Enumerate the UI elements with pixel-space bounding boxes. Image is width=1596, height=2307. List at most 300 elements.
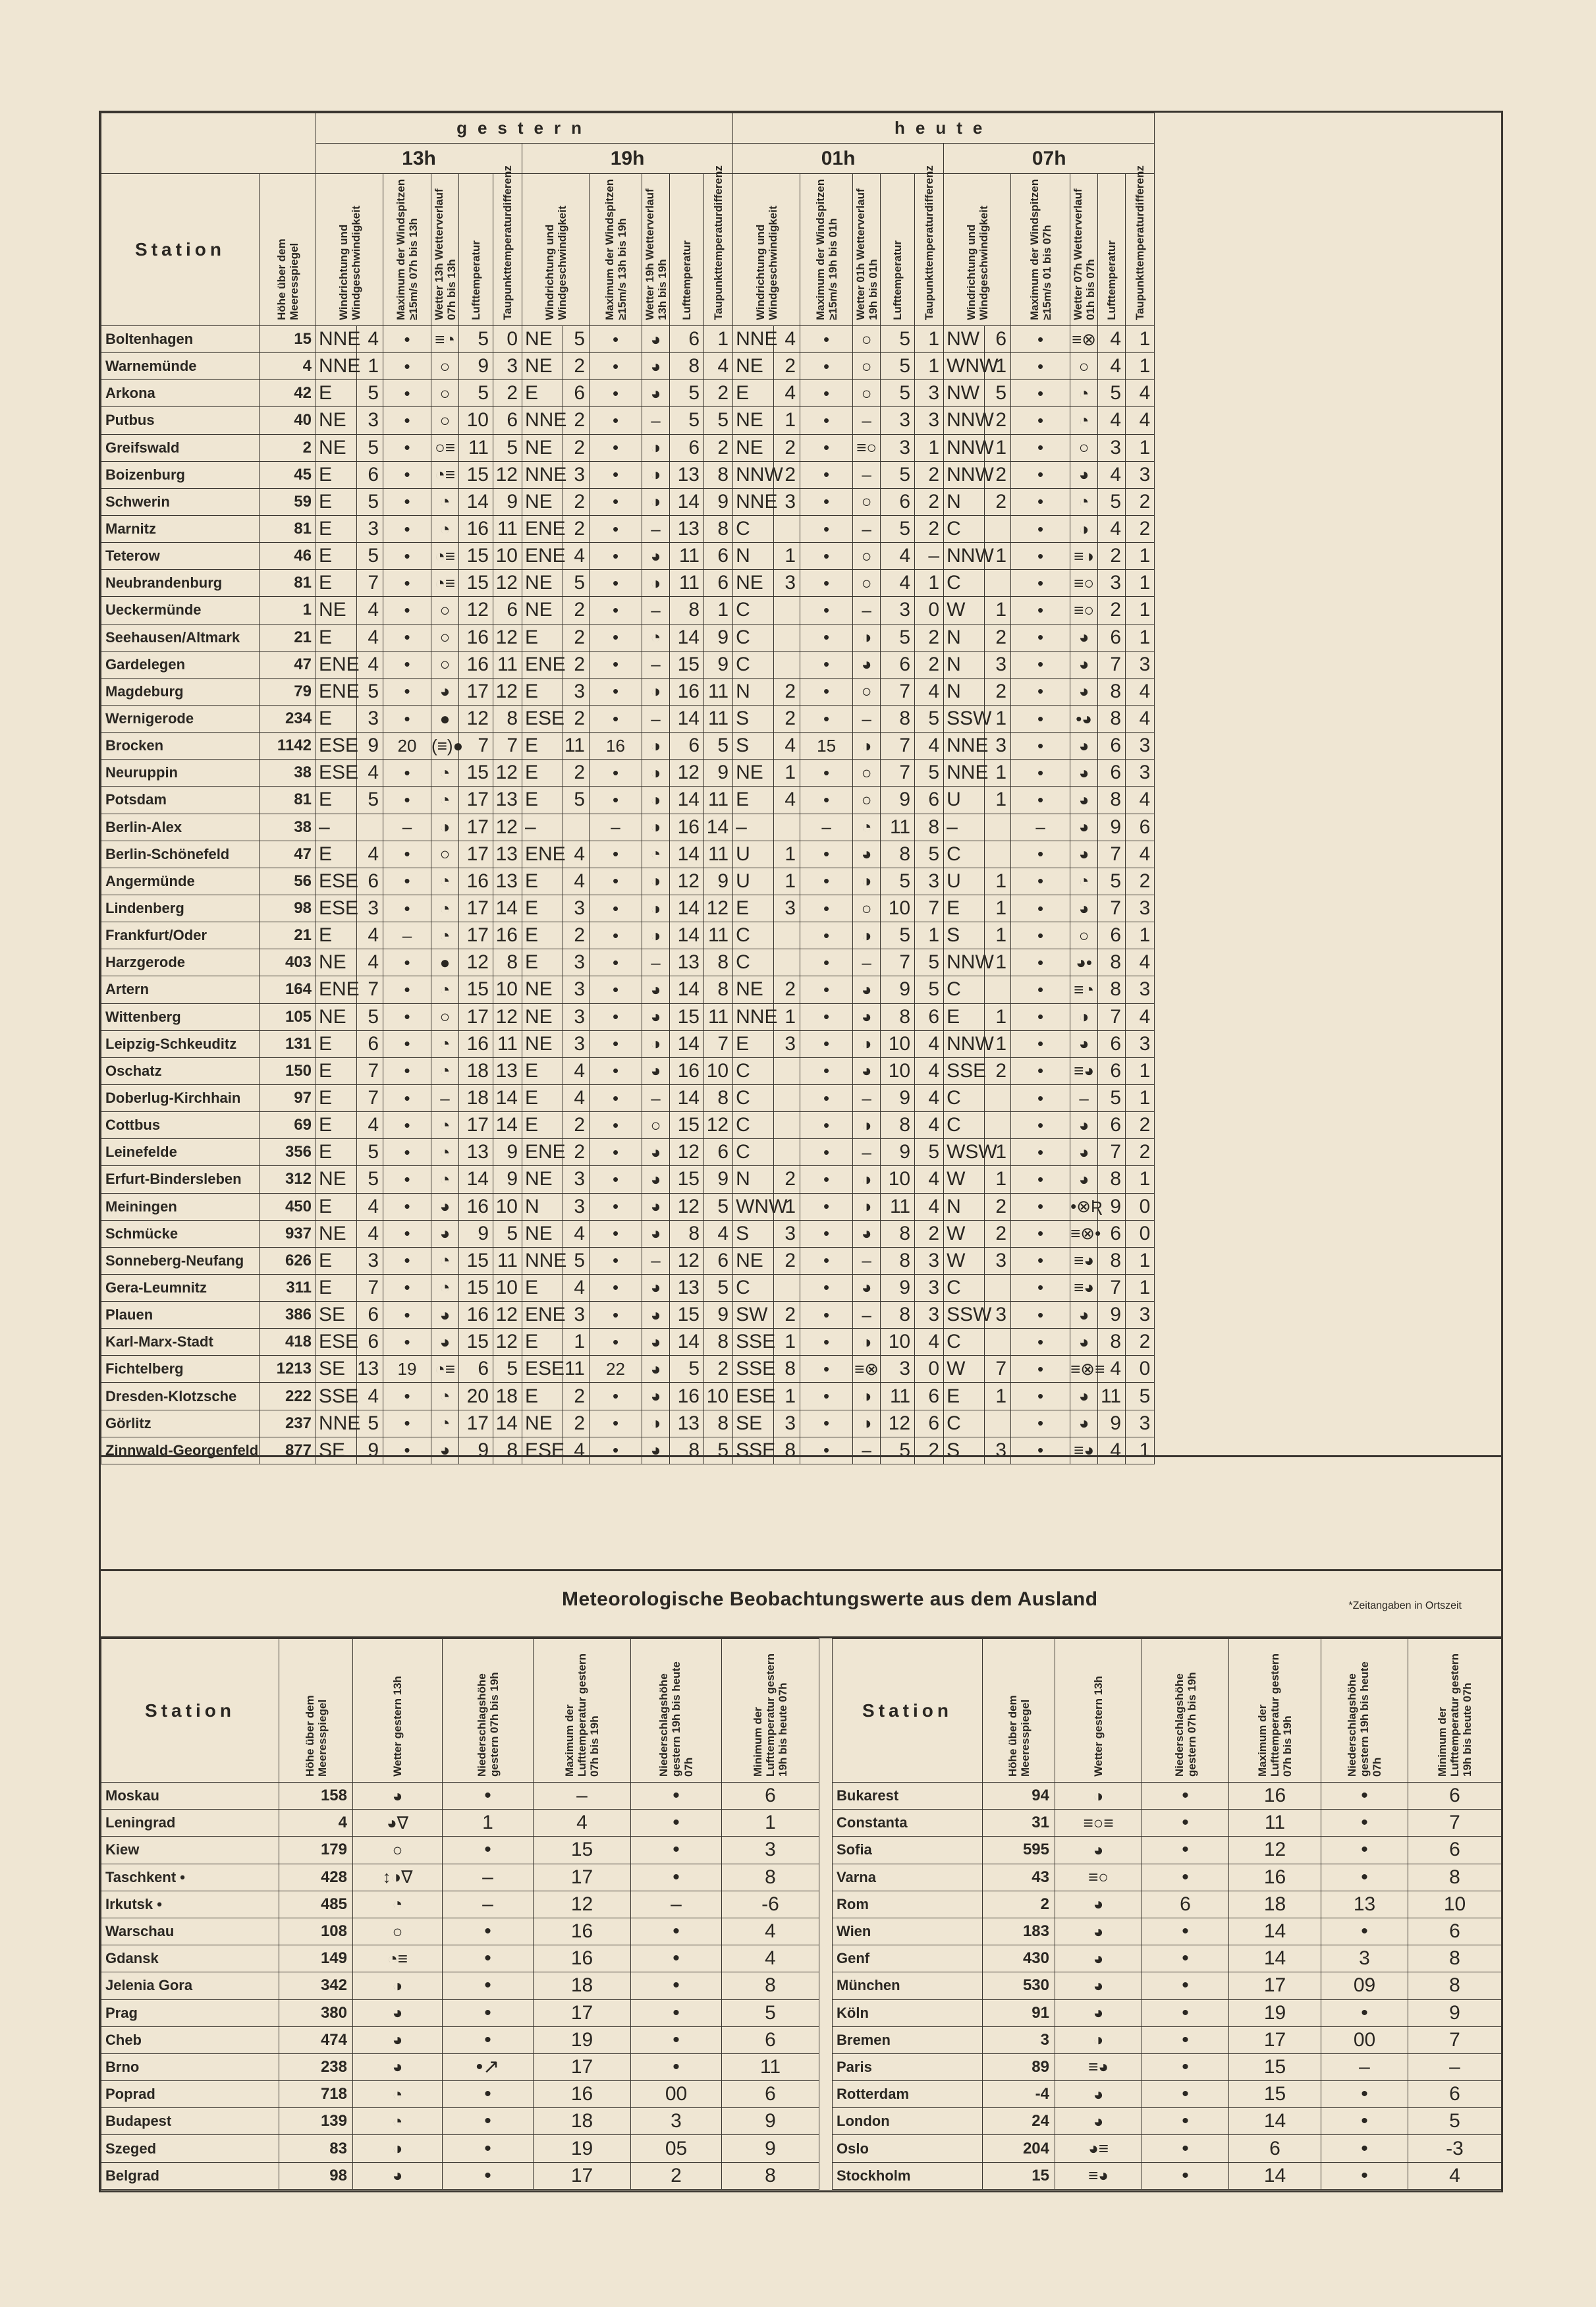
weather-symbol: ○ (853, 570, 881, 597)
wind-direction: WSW (944, 1139, 985, 1166)
wind-direction: ENE (522, 841, 563, 868)
table-row (101, 1139, 1155, 1166)
weather-symbol: (≡)● (431, 733, 459, 760)
header-label: Lufttemperatur (1105, 240, 1118, 320)
dewpoint-difference: 12 (493, 624, 522, 651)
dewpoint-difference: 12 (493, 1003, 522, 1030)
header-label: Taupunkttemperaturdifferenz (1134, 165, 1147, 320)
precip-night: • (631, 1783, 722, 1810)
station-name: Leipzig-Schkeuditz (101, 1030, 260, 1057)
wind-speed: 11 (563, 1356, 590, 1383)
precip-night: • (631, 1810, 722, 1837)
air-temperature: 9 (459, 1220, 493, 1247)
dewpoint-difference: 1 (915, 570, 944, 597)
dewpoint-difference: 2 (915, 1220, 944, 1247)
air-temperature: 4 (1098, 326, 1126, 353)
foreign-header-label: Niederschlagshöhe gestern 19h bis heute 07h (657, 1661, 695, 1777)
wind-max: • (383, 787, 431, 814)
header-cols01-3 (881, 174, 915, 326)
header-cols07-3 (1098, 174, 1126, 326)
air-temperature: 12 (670, 760, 704, 787)
station-height: 4 (279, 1810, 353, 1837)
table-row (101, 733, 1155, 760)
wind-direction: SSW (944, 1302, 985, 1329)
wind-max: • (383, 705, 431, 732)
wind-speed: 4 (563, 543, 590, 570)
air-temperature: 12 (459, 705, 493, 732)
precip-day: • (1142, 2081, 1229, 2108)
wind-speed: 5 (985, 380, 1011, 407)
weather-symbol: ◕ (1055, 2081, 1142, 2108)
wind-speed: 2 (563, 1139, 590, 1166)
air-temperature: 2 (1098, 597, 1126, 624)
dewpoint-difference: 1 (1126, 353, 1155, 380)
air-temperature: 12 (670, 1193, 704, 1220)
min-temp: 3 (722, 1837, 819, 1864)
weather-symbol: ◕ (1070, 1329, 1098, 1356)
weather-symbol: ◔ (431, 760, 459, 787)
wind-direction: SSE (733, 1437, 774, 1464)
wind-direction: NNE (522, 1247, 563, 1274)
station-height: 24 (983, 2108, 1055, 2135)
dewpoint-difference: 3 (915, 1247, 944, 1274)
air-temperature: 8 (881, 841, 915, 868)
weather-symbol: ◕ (1055, 1837, 1142, 1864)
dewpoint-difference: 4 (915, 1030, 944, 1057)
wind-direction: C (944, 1112, 985, 1139)
table-row (101, 1356, 1155, 1383)
air-temperature: 5 (459, 326, 493, 353)
dewpoint-difference: 8 (493, 949, 522, 976)
weather-symbol: – (642, 407, 670, 434)
wind-direction: E (316, 624, 357, 651)
dewpoint-difference: 11 (493, 651, 522, 678)
wind-speed: 1 (985, 868, 1011, 895)
wind-speed: 3 (774, 1220, 800, 1247)
air-temperature: 5 (881, 922, 915, 949)
weather-symbol: – (853, 705, 881, 732)
precip-day: 1 (443, 1810, 534, 1837)
station-name: Artern (101, 976, 260, 1003)
wind-max: • (383, 1084, 431, 1111)
header-label: Lufttemperatur (470, 240, 482, 320)
wind-max: 22 (590, 1356, 642, 1383)
min-temp: 8 (1408, 1945, 1502, 1972)
table-row (101, 597, 1155, 624)
dewpoint-difference: 1 (915, 922, 944, 949)
air-temperature: 20 (459, 1383, 493, 1410)
table-row (101, 1864, 819, 1891)
foreign-header-4 (1321, 1639, 1408, 1783)
wind-max: • (1011, 1112, 1070, 1139)
precip-day: 6 (1142, 1891, 1229, 1918)
station-height: 4 (260, 353, 316, 380)
dewpoint-difference: 12 (704, 1112, 733, 1139)
max-temp: 12 (1229, 1837, 1321, 1864)
weather-symbol: ◕ (1070, 841, 1098, 868)
air-temperature: 16 (459, 515, 493, 542)
weather-symbol: ◕ (642, 1329, 670, 1356)
table-row (101, 841, 1155, 868)
header-label: Wetter 01h Wetterverlauf 19h bis 01h (854, 188, 879, 320)
wind-speed (985, 1329, 1011, 1356)
min-temp: 4 (722, 1918, 819, 1945)
wind-direction: E (522, 787, 563, 814)
precip-night: • (631, 2026, 722, 2053)
dewpoint-difference: – (915, 543, 944, 570)
wind-speed (985, 1084, 1011, 1111)
wind-speed: 1 (985, 1166, 1011, 1193)
air-temperature: 8 (670, 1437, 704, 1464)
wind-max: • (590, 651, 642, 678)
wind-speed: 3 (774, 1030, 800, 1057)
table-row (101, 2108, 819, 2135)
station-name: Prag (101, 1999, 279, 2026)
wind-speed: 2 (774, 461, 800, 488)
wind-max: • (800, 949, 853, 976)
max-temp: 6 (1229, 2135, 1321, 2162)
precip-night: 2 (631, 2162, 722, 2189)
weather-symbol: ◕ (1070, 733, 1098, 760)
air-temperature: 10 (881, 895, 915, 922)
wind-max: • (383, 488, 431, 515)
weather-symbol: ○ (431, 380, 459, 407)
wind-direction: C (944, 1410, 985, 1437)
weather-symbol: ≡⊗ (853, 1356, 881, 1383)
dewpoint-difference: 5 (704, 1193, 733, 1220)
min-temp: 9 (1408, 1999, 1502, 2026)
wind-max: • (590, 597, 642, 624)
wind-max: • (800, 1383, 853, 1410)
foreign-header-5 (722, 1639, 819, 1783)
air-temperature: 6 (881, 651, 915, 678)
air-temperature: 2 (1098, 543, 1126, 570)
air-temperature: 15 (459, 1329, 493, 1356)
air-temperature: 10 (881, 1329, 915, 1356)
air-temperature: 4 (1098, 1356, 1126, 1383)
weather-symbol: ○ (1070, 922, 1098, 949)
wind-direction: N (944, 624, 985, 651)
wind-direction: E (522, 895, 563, 922)
wind-max: • (383, 407, 431, 434)
dewpoint-difference: 6 (915, 1410, 944, 1437)
weather-symbol: ◑ (353, 1972, 443, 1999)
wind-direction: C (944, 841, 985, 868)
max-temp: 14 (1229, 1918, 1321, 1945)
weather-symbol: ○ (353, 1918, 443, 1945)
station-name: Marnitz (101, 515, 260, 542)
table-row (833, 1972, 1502, 1999)
max-temp: 15 (1229, 2053, 1321, 2080)
station-height: 149 (279, 1945, 353, 1972)
wind-max: • (590, 949, 642, 976)
weather-symbol: ≡◕ (1070, 1437, 1098, 1464)
dewpoint-difference: 2 (1126, 1139, 1155, 1166)
min-temp: -3 (1408, 2135, 1502, 2162)
dewpoint-difference: 9 (493, 1139, 522, 1166)
dewpoint-difference: 5 (493, 1220, 522, 1247)
air-temperature: 7 (881, 760, 915, 787)
wind-speed (774, 1057, 800, 1084)
dewpoint-difference: 1 (704, 326, 733, 353)
air-temperature: 14 (670, 787, 704, 814)
wind-max: – (383, 922, 431, 949)
wind-speed: 4 (357, 1383, 383, 1410)
wind-speed: 3 (985, 1302, 1011, 1329)
weather-symbol: ≡◕ (1055, 2053, 1142, 2080)
station-name: Teterow (101, 543, 260, 570)
wind-speed: 3 (985, 1437, 1011, 1464)
wind-speed (774, 597, 800, 624)
dewpoint-difference: 12 (493, 1302, 522, 1329)
air-temperature: 5 (881, 461, 915, 488)
wind-speed: 7 (357, 1274, 383, 1301)
table-row (101, 1410, 1155, 1437)
dewpoint-difference: 1 (704, 597, 733, 624)
max-temp: 18 (534, 1972, 631, 1999)
wind-max: • (1011, 1166, 1070, 1193)
wind-max: • (590, 1220, 642, 1247)
weather-symbol: ◑ (642, 868, 670, 895)
wind-speed: 1 (774, 1003, 800, 1030)
wind-speed (985, 814, 1011, 841)
weather-symbol: ◑ (1070, 515, 1098, 542)
air-temperature: 14 (670, 895, 704, 922)
table-row (101, 1999, 819, 2026)
wind-max: • (1011, 1030, 1070, 1057)
weather-symbol: ◕ (642, 353, 670, 380)
weather-symbol: ◔ (431, 922, 459, 949)
wind-direction: ENE (316, 651, 357, 678)
air-temperature: 4 (1098, 461, 1126, 488)
max-temp: 16 (1229, 1783, 1321, 1810)
wind-speed: 1 (985, 597, 1011, 624)
dewpoint-difference: 9 (704, 1302, 733, 1329)
air-temperature: 5 (1098, 380, 1126, 407)
table-row (101, 1003, 1155, 1030)
wind-max: – (800, 814, 853, 841)
weather-sheet (99, 111, 1503, 2192)
wind-speed: 3 (563, 1030, 590, 1057)
wind-speed: 5 (357, 678, 383, 705)
wind-speed: 4 (563, 1057, 590, 1084)
dewpoint-difference: 11 (493, 515, 522, 542)
table-row (101, 1891, 819, 1918)
max-temp: 16 (1229, 1864, 1321, 1891)
wind-speed: 4 (774, 733, 800, 760)
table-row (101, 1783, 819, 1810)
wind-max: • (800, 434, 853, 461)
station-name: Ueckermünde (101, 597, 260, 624)
foreign-header-label: Maximum der Lufttemperatur gestern 07h bis 19h (563, 1653, 601, 1777)
weather-symbol: ◕ (642, 1057, 670, 1084)
wind-direction: NE (733, 760, 774, 787)
weather-symbol: – (853, 949, 881, 976)
dewpoint-difference: 2 (915, 515, 944, 542)
air-temperature: 15 (459, 570, 493, 597)
wind-speed: 7 (357, 1057, 383, 1084)
header-time-3: 07h (944, 144, 1155, 174)
wind-max: • (383, 1302, 431, 1329)
precip-night: • (1321, 2081, 1408, 2108)
wind-direction: NE (522, 1410, 563, 1437)
dewpoint-difference: 9 (704, 760, 733, 787)
dewpoint-difference: 5 (704, 1274, 733, 1301)
weather-symbol: ◕ (853, 1220, 881, 1247)
wind-direction: ESE (316, 1329, 357, 1356)
wind-direction: NE (522, 976, 563, 1003)
domestic-observation-table (101, 113, 1155, 1464)
wind-direction: NE (733, 1247, 774, 1274)
dewpoint-difference: 1 (915, 434, 944, 461)
weather-symbol: ◑ (1070, 1003, 1098, 1030)
air-temperature: 5 (881, 380, 915, 407)
table-row (101, 1945, 819, 1972)
wind-speed: 3 (563, 949, 590, 976)
air-temperature: 5 (881, 515, 915, 542)
wind-speed: 1 (985, 895, 1011, 922)
dewpoint-difference: 8 (704, 949, 733, 976)
wind-direction: E (733, 895, 774, 922)
air-temperature: 5 (670, 1356, 704, 1383)
weather-symbol: ◕ (642, 1437, 670, 1464)
air-temperature: 8 (670, 597, 704, 624)
wind-max: • (383, 1003, 431, 1030)
wind-speed: 3 (774, 895, 800, 922)
precip-day: • (443, 1972, 534, 1999)
wind-direction: N (733, 678, 774, 705)
air-temperature: 4 (1098, 353, 1126, 380)
dewpoint-difference: 13 (493, 841, 522, 868)
wind-max: • (1011, 651, 1070, 678)
weather-symbol: ○ (431, 651, 459, 678)
station-height: 98 (260, 895, 316, 922)
dewpoint-difference: 1 (1126, 1166, 1155, 1193)
weather-symbol: ◕ (642, 1139, 670, 1166)
wind-speed: 2 (985, 1057, 1011, 1084)
wind-max: • (800, 326, 853, 353)
station-height: 98 (279, 2162, 353, 2189)
air-temperature: 8 (1098, 949, 1126, 976)
wind-max: • (590, 1057, 642, 1084)
weather-symbol: ◕ (1055, 1945, 1142, 1972)
wind-speed: 1 (985, 949, 1011, 976)
wind-speed: 3 (985, 733, 1011, 760)
wind-max: • (800, 1274, 853, 1301)
dewpoint-difference: 4 (915, 1057, 944, 1084)
dewpoint-difference: 0 (493, 326, 522, 353)
wind-max: • (590, 1139, 642, 1166)
station-name: Genf (833, 1945, 983, 1972)
weather-symbol: – (642, 1084, 670, 1111)
weather-symbol: ≡◕ (1070, 1247, 1098, 1274)
air-temperature: 8 (670, 353, 704, 380)
wind-speed (985, 841, 1011, 868)
station-height: 418 (260, 1329, 316, 1356)
wind-speed: 5 (563, 326, 590, 353)
wind-speed: 2 (985, 624, 1011, 651)
wind-max: • (1011, 1329, 1070, 1356)
station-height: 91 (983, 1999, 1055, 2026)
table-row (101, 1112, 1155, 1139)
weather-symbol: •◕ (1070, 705, 1098, 732)
dewpoint-difference: 10 (493, 976, 522, 1003)
wind-max: • (590, 1410, 642, 1437)
station-height: 42 (260, 380, 316, 407)
station-name: Brno (101, 2053, 279, 2080)
station-height: 158 (279, 1783, 353, 1810)
wind-max: • (590, 678, 642, 705)
dewpoint-difference: 10 (493, 1274, 522, 1301)
wind-speed: 6 (985, 326, 1011, 353)
wind-direction: U (944, 787, 985, 814)
wind-max: • (1011, 353, 1070, 380)
precip-day: • (443, 1999, 534, 2026)
header-cols01-4 (915, 165, 944, 326)
wind-max: • (1011, 922, 1070, 949)
weather-symbol: ○ (853, 488, 881, 515)
air-temperature: 6 (459, 1356, 493, 1383)
station-height: 380 (279, 1999, 353, 2026)
wind-direction: N (733, 1166, 774, 1193)
wind-max: • (383, 461, 431, 488)
dewpoint-difference: 11 (704, 922, 733, 949)
air-temperature: 14 (670, 976, 704, 1003)
wind-speed (774, 515, 800, 542)
wind-speed: 3 (563, 1302, 590, 1329)
header-label: Windrichtung und Windgeschwindigkeit (543, 206, 568, 320)
min-temp: -6 (722, 1891, 819, 1918)
wind-max: • (1011, 1057, 1070, 1084)
wind-direction: NNW (944, 1030, 985, 1057)
wind-direction: W (944, 1166, 985, 1193)
precip-day: • (1142, 1810, 1229, 1837)
weather-symbol: ● (431, 949, 459, 976)
station-height: 342 (279, 1972, 353, 1999)
wind-direction: NE (733, 570, 774, 597)
precip-night: • (1321, 1918, 1408, 1945)
weather-symbol: ◑ (642, 814, 670, 841)
station-name: Szeged (101, 2135, 279, 2162)
foreign-note: *Zeitangaben in Ortszeit (1348, 1600, 1462, 1611)
weather-symbol: – (642, 949, 670, 976)
dewpoint-difference: 1 (1126, 1274, 1155, 1301)
weather-symbol: ◑ (853, 1193, 881, 1220)
wind-speed: 2 (774, 1302, 800, 1329)
table-row (833, 1999, 1502, 2026)
weather-symbol: ≡⊗≡ (1070, 1356, 1098, 1383)
air-temperature: 8 (1098, 705, 1126, 732)
weather-symbol: ◕ (431, 1329, 459, 1356)
weather-symbol: ◑ (853, 624, 881, 651)
dewpoint-difference: 6 (915, 787, 944, 814)
dewpoint-difference: 11 (704, 678, 733, 705)
max-temp: 12 (534, 1891, 631, 1918)
weather-symbol: ◕ (642, 543, 670, 570)
wind-max: • (590, 1084, 642, 1111)
precip-night: • (1321, 1837, 1408, 1864)
dewpoint-difference: 3 (915, 407, 944, 434)
dewpoint-difference: 6 (493, 597, 522, 624)
wind-max: • (1011, 326, 1070, 353)
wind-speed (985, 1274, 1011, 1301)
wind-max: • (383, 1057, 431, 1084)
weather-symbol: ◕ (853, 1057, 881, 1084)
wind-direction: C (944, 1274, 985, 1301)
wind-max: • (800, 922, 853, 949)
wind-max: • (1011, 570, 1070, 597)
wind-max: • (383, 976, 431, 1003)
